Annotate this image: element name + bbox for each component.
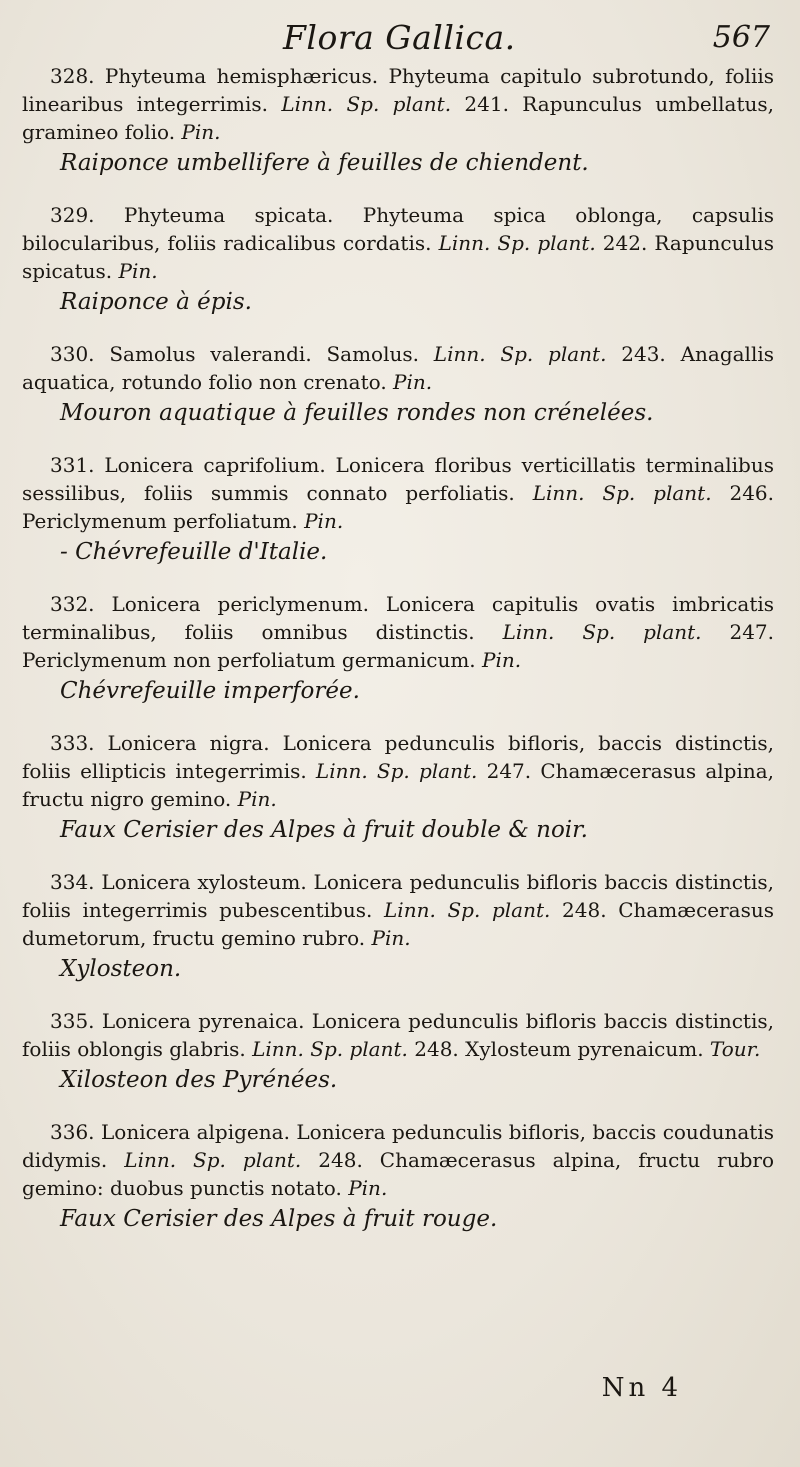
entry-french-name: - Chévrefeuille d'Italie. bbox=[60, 539, 328, 565]
running-title: Flora Gallica. bbox=[283, 18, 516, 57]
entry-citation-page: 247. bbox=[486, 759, 532, 783]
entry-number: 330. bbox=[50, 342, 95, 366]
entry-french-name: Faux Cerisier des Alpes à fruit rouge. bbox=[60, 1206, 498, 1232]
entry-latin-text: Lonicera periclymenum. Lonicera capitulis ovatis imbricatis terminalibus, foliis omnibus distinctis. bbox=[22, 592, 775, 644]
entry-number: 336. bbox=[50, 1120, 95, 1144]
entry-citation-page: 242. bbox=[602, 231, 648, 255]
signature-mark: Nn 4 bbox=[601, 1373, 682, 1403]
species-entry-329 bbox=[22, 201, 774, 318]
entry-synonym-author: Pin. bbox=[237, 787, 277, 811]
species-entry-332 bbox=[22, 590, 774, 707]
entry-number: 331. bbox=[50, 453, 95, 477]
entry-french-name: Raiponce à épis. bbox=[60, 289, 252, 315]
entry-latin-description bbox=[22, 340, 774, 396]
entry-synonym: Periclymenum non perfoliatum germanicum. bbox=[22, 648, 476, 672]
entry-latin-description bbox=[22, 868, 774, 952]
entry-citation: Linn. Sp. plant. bbox=[124, 1148, 302, 1172]
entry-latin-text: Phyteuma hemisphæricus. Phyteuma capitulo subrotundo, foliis linearibus integerrimis. bbox=[22, 64, 774, 116]
entry-synonym: Rapunculus umbellatus, gramineo folio. bbox=[22, 92, 774, 144]
entry-citation-page: 241. bbox=[464, 92, 509, 116]
entry-latin-description bbox=[22, 590, 774, 674]
page-number: 567 bbox=[712, 20, 770, 55]
entry-synonym-author: Pin. bbox=[393, 370, 433, 394]
entry-latin-description bbox=[22, 1007, 774, 1063]
entry-synonym-author: Pin. bbox=[348, 1176, 388, 1200]
entry-number: 329. bbox=[50, 203, 95, 227]
entry-number: 334. bbox=[50, 870, 95, 894]
species-entry-335 bbox=[22, 1007, 774, 1096]
species-entry-328 bbox=[22, 62, 774, 179]
species-entry-333 bbox=[22, 729, 774, 846]
entry-citation-page: 247. bbox=[729, 620, 775, 644]
entry-french-name: Mouron aquatique à feuilles rondes non crénelées. bbox=[60, 400, 654, 426]
entry-latin-description bbox=[22, 451, 774, 535]
entry-synonym: Chamæcerasus dumetorum, fructu gemino rubro. bbox=[22, 898, 775, 950]
entry-citation-page: 243. bbox=[621, 342, 666, 366]
species-entry-331 bbox=[22, 451, 774, 568]
species-entry-334 bbox=[22, 868, 774, 985]
species-entry-336 bbox=[22, 1118, 774, 1235]
entry-latin-description bbox=[22, 62, 774, 146]
entry-latin-text: Samolus valerandi. Samolus. bbox=[109, 342, 419, 366]
entry-latin-text: Phyteuma spicata. Phyteuma spica oblonga, capsulis bilocularibus, foliis radicalibus cordatis. bbox=[22, 203, 774, 255]
entry-synonym: Periclymenum perfoliatum. bbox=[22, 509, 298, 533]
entry-number: 328. bbox=[50, 64, 95, 88]
entry-synonym: Chamæcerasus alpina, fructu nigro gemino. bbox=[22, 759, 775, 811]
entry-latin-text: Lonicera nigra. Lonicera pedunculis bifloris, baccis distinctis, foliis ellipticis integerrimis. bbox=[22, 731, 774, 783]
entry-citation-page: 246. bbox=[729, 481, 774, 505]
entry-synonym: Anagallis aquatica, rotundo folio non crenato. bbox=[22, 342, 775, 394]
entry-latin-text: Lonicera caprifolium. Lonicera floribus verticillatis terminalibus sessilibus, foliis summis connato perfoliatis. bbox=[22, 453, 774, 505]
entry-citation-page: 248. bbox=[318, 1148, 363, 1172]
entry-synonym: Rapunculus spicatus. bbox=[22, 231, 775, 283]
entry-french-name: Chévrefeuille imperforée. bbox=[60, 678, 360, 704]
entry-synonym-author: Pin. bbox=[371, 926, 411, 950]
entry-citation: Linn. Sp. plant. bbox=[315, 759, 478, 783]
species-entry-330 bbox=[22, 340, 774, 429]
entry-citation: Linn. Sp. plant. bbox=[502, 620, 702, 644]
entry-latin-description bbox=[22, 201, 774, 285]
entry-synonym-author: Pin. bbox=[304, 509, 344, 533]
entry-citation: Linn. Sp. plant. bbox=[433, 342, 607, 366]
species-entries bbox=[22, 62, 774, 1235]
entry-synonym: Xylosteum pyrenaicum. bbox=[465, 1037, 704, 1061]
entry-synonym-author: Tour. bbox=[709, 1037, 761, 1061]
entry-synonym-author: Pin. bbox=[482, 648, 522, 672]
entry-french-name: Xylosteon. bbox=[60, 956, 182, 982]
entry-latin-text: Lonicera pyrenaica. Lonicera pedunculis bifloris baccis distinctis, foliis oblongis glabris. bbox=[22, 1009, 774, 1061]
entry-citation: Linn. Sp. plant. bbox=[532, 481, 712, 505]
entry-number: 332. bbox=[50, 592, 95, 616]
entry-citation: Linn. Sp. plant. bbox=[438, 231, 596, 255]
entry-synonym: Chamæcerasus alpina, fructu rubro gemino: duobus punctis notato. bbox=[22, 1148, 775, 1200]
entry-citation: Linn. Sp. plant. bbox=[281, 92, 452, 116]
entry-french-name: Xilosteon des Pyrénées. bbox=[60, 1067, 338, 1093]
entry-latin-description bbox=[22, 729, 774, 813]
entry-citation: Linn. Sp. plant. bbox=[384, 898, 551, 922]
entry-latin-text: Lonicera xylosteum. Lonicera pedunculis bifloris baccis distinctis, foliis integerrimis pubescentibus. bbox=[22, 870, 774, 922]
entry-french-name: Faux Cerisier des Alpes à fruit double & noir. bbox=[60, 817, 588, 843]
entry-synonym-author: Pin. bbox=[181, 120, 221, 144]
entry-latin-description bbox=[22, 1118, 774, 1202]
entry-french-name: Raiponce umbellifere à feuilles de chiendent. bbox=[60, 150, 589, 176]
entry-citation-page: 248. bbox=[414, 1037, 459, 1061]
entry-number: 333. bbox=[50, 731, 95, 755]
entry-number: 335. bbox=[50, 1009, 95, 1033]
page-header bbox=[0, 18, 800, 66]
entry-synonym-author: Pin. bbox=[118, 259, 158, 283]
entry-citation: Linn. Sp. plant. bbox=[252, 1037, 408, 1061]
entry-latin-text: Lonicera alpigena. Lonicera pedunculis bifloris, baccis coudunatis didymis. bbox=[22, 1120, 775, 1172]
entry-citation-page: 248. bbox=[562, 898, 607, 922]
